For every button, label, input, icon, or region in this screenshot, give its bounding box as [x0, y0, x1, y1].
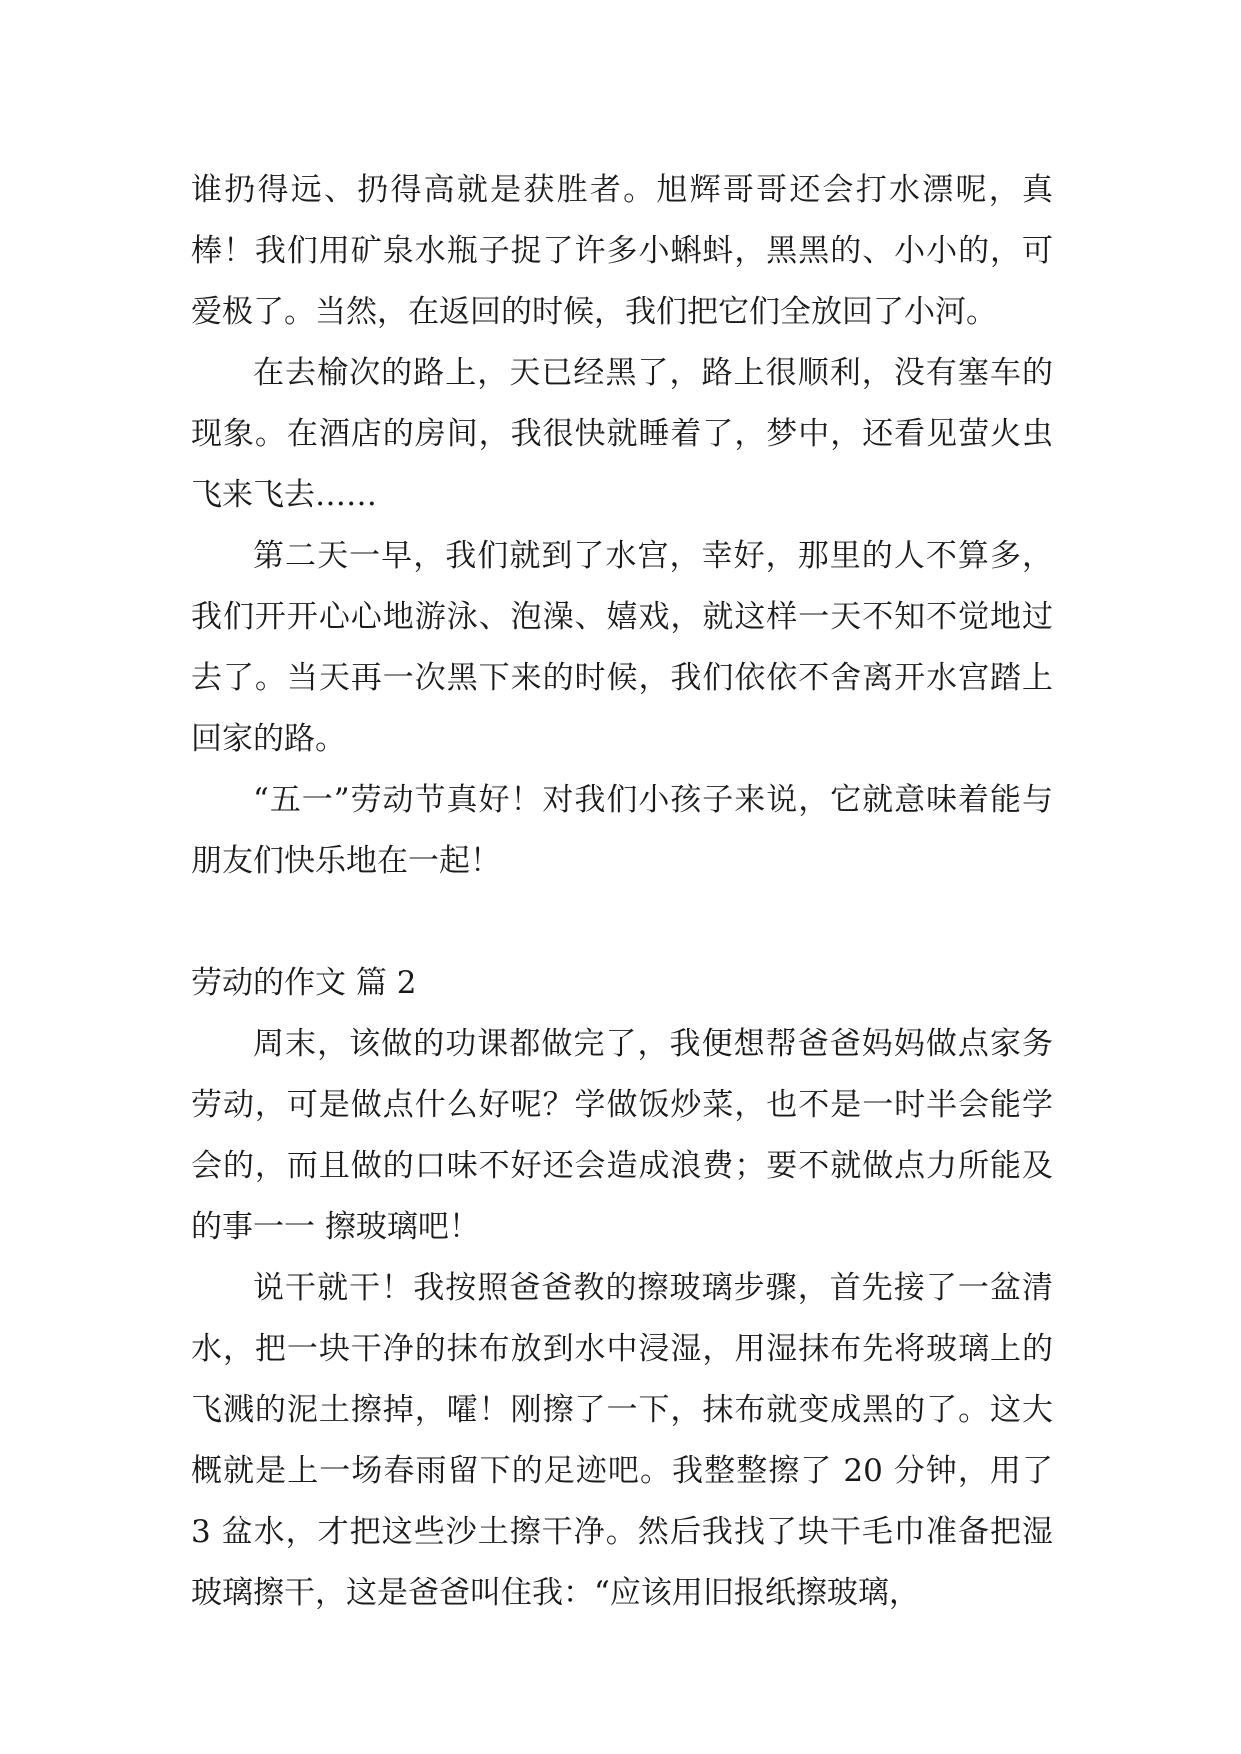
- paragraph-road-to-yuci: 在去榆次的路上，天已经黑了，路上很顺利，没有塞车的现象。在酒店的房间，我很快就睡着了，梦中，还看见萤火虫飞来飞去……: [191, 355, 1053, 513]
- paragraph-water-palace: 第二天一早，我们就到了水宫，幸好，那里的人不算多，我们开开心心地游泳、泡澡、嬉戏，就这样一天不知不觉地过去了。当天再一次黑下来的时候，我们依依不舍离开水宫踏上回家的路。: [191, 538, 1053, 757]
- paragraph-cleaning-glass: 说干就干！我按照爸爸教的擦玻璃步骤，首先接了一盆清水，把一块干净的抹布放到水中浸湿，用湿抹布先将玻璃上的飞溅的泥土擦掉，嚯！刚擦了一下，抹布就变成黑的了。这大概就是上一场春雨留下的足迹吧。我整整擦了 20 分钟，用了 3 盆水，才把这些沙土擦干净。然后我找了块干毛巾准备把湿玻璃擦干，这是爸爸叫住我：“应该用旧报纸擦玻璃，: [191, 1270, 1053, 1611]
- section-title: 劳动的作文 篇 2: [191, 965, 417, 1001]
- paragraph-continuation: 谁扔得远、扔得高就是获胜者。旭辉哥哥还会打水漂呢，真棒！我们用矿泉水瓶子捉了许多小蝌蚪，黑黑的、小小的，可爱极了。当然，在返回的时候，我们把它们全放回了小河。: [191, 172, 1053, 330]
- paragraph-may-day: “五一”劳动节真好！对我们小孩子来说，它就意味着能与朋友们快乐地在一起！: [191, 782, 1053, 879]
- document-body: [191, 160, 1053, 1624]
- paragraph-weekend: 周末，该做的功课都做完了，我便想帮爸爸妈妈做点家务劳动，可是做点什么好呢？学做饭炒菜，也不是一时半会能学会的，而且做的口味不好还会造成浪费；要不就做点力所能及的事一一 擦玻璃吧！: [191, 1026, 1053, 1245]
